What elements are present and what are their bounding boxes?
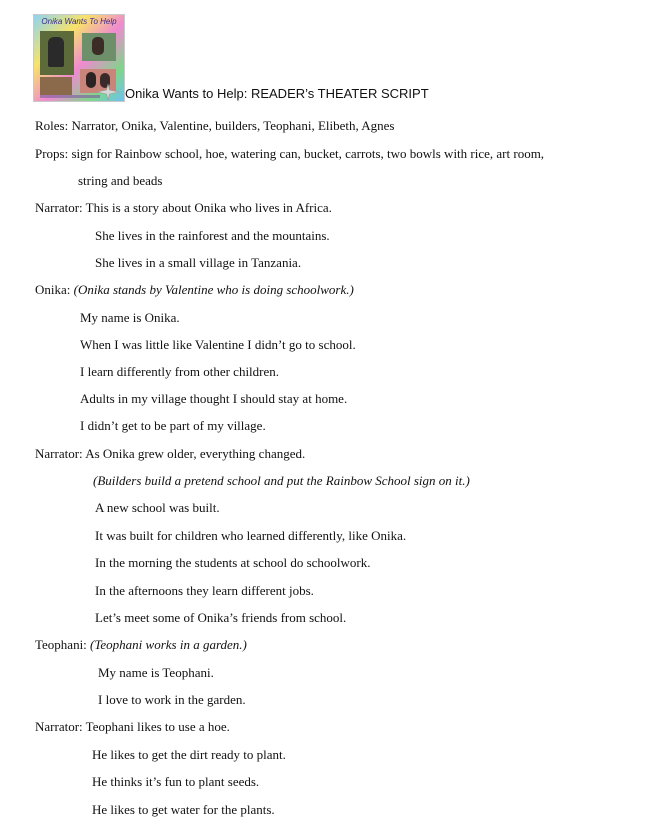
- cover-credits: [40, 95, 100, 98]
- dialogue-line: She lives in a small village in Tanzania.: [95, 255, 302, 270]
- dialogue-line: He likes to get water for the plants.: [92, 802, 275, 817]
- dialogue-line: As Onika grew older, everything changed.: [85, 446, 306, 461]
- dialogue-line: I love to work in the garden.: [98, 692, 246, 707]
- dialogue-line: In the afternoons they learn different jobs.: [95, 583, 314, 598]
- dialogue-line: This is a story about Onika who lives in Africa.: [85, 200, 332, 215]
- dialogue-line: My name is Onika.: [80, 310, 180, 325]
- cover-photo-2-figure: [92, 37, 104, 55]
- stage-direction: (Teophani works in a garden.): [90, 637, 247, 652]
- dialogue-line: I didn’t get to be part of my village.: [80, 418, 266, 433]
- dialogue-line: When I was little like Valentine I didn’t go to school.: [80, 337, 356, 352]
- dialogue-line: He thinks it’s fun to plant seeds.: [92, 774, 260, 789]
- cover-title: Onika Wants To Help: [41, 17, 117, 26]
- speaker-label: Narrator:: [35, 446, 83, 461]
- cover-photo-4-figure-a: [86, 72, 96, 88]
- cover-photo-1-figure: [48, 37, 64, 67]
- dialogue-line: In the morning the students at school do schoolwork.: [95, 555, 371, 570]
- props-line: Props: sign for Rainbow school, hoe, watering can, bucket, carrots, two bowls with rice, art room,: [35, 146, 545, 161]
- dialogue-line: She lives in the rainforest and the mountains.: [95, 228, 330, 243]
- dialogue-line: My name is Teophani.: [98, 665, 214, 680]
- teophani-entry: [35, 637, 247, 653]
- dialogue-line: Teophani likes to use a hoe.: [85, 719, 230, 734]
- narrator-entry-2: [35, 446, 305, 462]
- narrator-entry-3: [35, 719, 230, 735]
- dialogue-line: Let’s meet some of Onika’s friends from school.: [95, 610, 347, 625]
- page-title: Onika Wants to Help: READER’s THEATER SCRIPT: [125, 86, 429, 101]
- dialogue-line: It was built for children who learned differently, like Onika.: [95, 528, 407, 543]
- roles-line: Roles: Narrator, Onika, Valentine, builders, Teophani, Elibeth, Agnes: [35, 118, 395, 133]
- dialogue-line: Adults in my village thought I should stay at home.: [80, 391, 348, 406]
- speaker-label: Narrator:: [35, 719, 83, 734]
- narrator-entry-1: [35, 200, 332, 216]
- speaker-label: Narrator:: [35, 200, 83, 215]
- speaker-label: Onika:: [35, 282, 71, 297]
- dialogue-line: A new school was built.: [95, 500, 220, 515]
- onika-entry: [35, 282, 354, 298]
- speaker-label: Teophani:: [35, 637, 87, 652]
- props-line-continued: string and beads: [78, 173, 163, 188]
- cover-photo-3: [40, 77, 72, 95]
- sparkle-icon: [97, 84, 119, 100]
- dialogue-line: I learn differently from other children.: [80, 364, 280, 379]
- stage-direction: (Builders build a pretend school and put the Rainbow School sign on it.): [93, 473, 470, 488]
- dialogue-line: He likes to get the dirt ready to plant.: [92, 747, 286, 762]
- stage-direction: (Onika stands by Valentine who is doing schoolwork.): [73, 282, 354, 297]
